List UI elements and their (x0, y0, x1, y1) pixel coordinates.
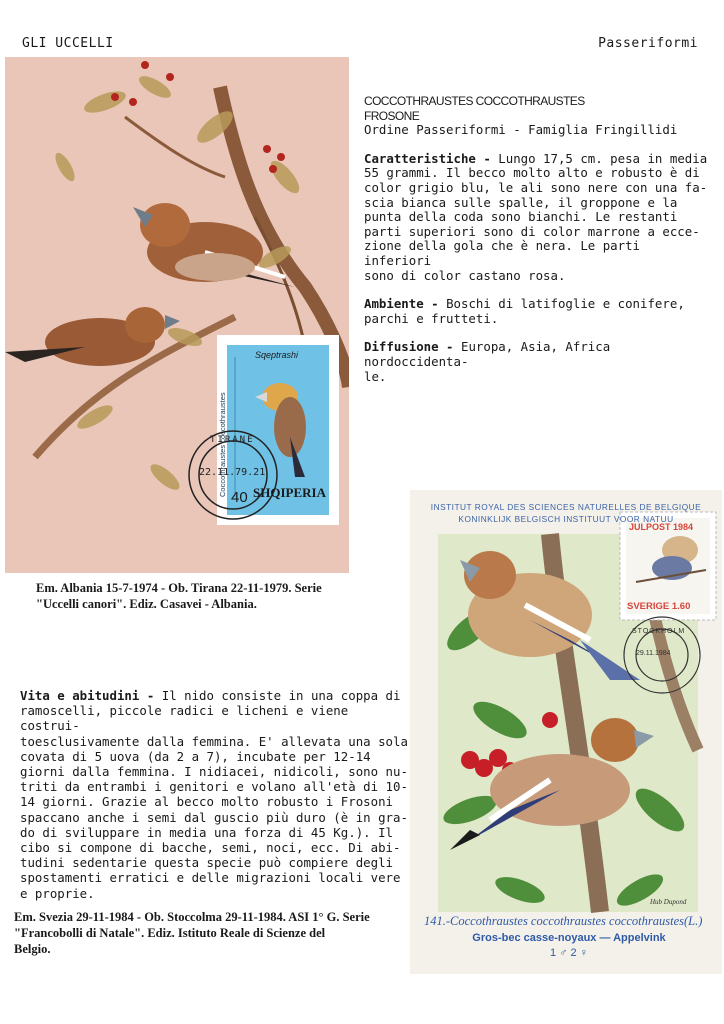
page-header-left: GLI UCCELLI (22, 36, 114, 51)
albania-maxicard (5, 57, 349, 573)
environment-line: parchi e frutteti. (364, 310, 499, 326)
card2-figure-numbers: 1 ♂ 2 ♀ (550, 947, 588, 959)
emission-line: Em. Svezia 29-11-1984 - Ob. Stoccolma 29-11-1984. ASI 1° G. Serie (14, 910, 370, 924)
emission-line: Belgio. (14, 942, 51, 956)
life-line-1: Vita e abitudini - Il nido consiste in una coppa di (20, 688, 401, 703)
stamp-latin: Coccothraustes coccothraustes (218, 392, 227, 497)
life-habits (20, 688, 410, 901)
emission-line: "Francobolli di Natale". Ediz. Istituto Reale di Scienze del (14, 926, 326, 940)
life-line: 14 giorni. Grazie al becco molto robusto i Frosoni (20, 794, 393, 810)
postmark-city: STOCKHOLM (632, 628, 686, 635)
environment-line-1: Ambiente - Boschi di latifoglie e conifere, (364, 296, 685, 312)
sweden-emission-note (14, 909, 409, 957)
distribution-line: le. (364, 368, 387, 384)
characteristics-line: color grigio blu, le ali sono nere con una fa- (364, 179, 708, 195)
card2-scientific-caption: 141.-Coccothraustes coccothraustes coccothraustes(L.) (424, 914, 703, 928)
characteristics-line: parti superiori sono di color marrone a ecce- (364, 223, 700, 239)
life-line: tudini sedentarie questa specie può compiere degli (20, 855, 393, 871)
stamp-sverige: SVERIGE 1.60 (627, 601, 691, 612)
life-line: e proprie. (20, 885, 95, 901)
life-line: spaccano anche i semi dal guscio più duro (è in gra- (20, 809, 408, 825)
institute-header-fr: INSTITUT ROYAL DES SCIENCES NATURELLES DE BELGIQUE (430, 502, 702, 512)
characteristics-line: scia bianca sulle spalle, il groppone e la (364, 194, 678, 210)
species-description (364, 94, 714, 384)
emission-line: "Uccelli canori". Ediz. Casavei - Albania. (36, 597, 257, 611)
stamp-julpost: JULPOST 1984 (629, 522, 694, 532)
artist-signature: Hub Dupond (650, 898, 687, 906)
institute-header-nl: KONINKLIJK BELGISCH INSTITUUT VOOR NATUU (458, 514, 674, 524)
sweden-maxicard (410, 490, 722, 974)
life-line: toesclusivamente dalla femmina. E' allevata una sola (20, 733, 408, 749)
life-line: do di sviluppare in media una forza di 45 Kg.). Il (20, 824, 393, 840)
stamp-bird-name: Sqeptrashi (255, 350, 299, 360)
life-line: cibo si compone di bacche, semi, noci, ecc. Di abi- (20, 840, 401, 856)
card2-common-names: Gros-bec casse-noyaux — Appelvink (472, 932, 666, 944)
life-line: giorni dalla femmina. I nidiacei, nidicoli, sono nu- (20, 764, 408, 780)
emission-line: Em. Albania 15-7-1974 - Ob. Tirana 22-11-1979. Serie (36, 581, 322, 595)
characteristics-line: sono di color castano rosa. (364, 267, 566, 283)
distribution-line-1: Diffusione - Europa, Asia, Africa nordoccidenta- (364, 339, 611, 369)
characteristics-line: zione della gola che è nera. Le parti inferiori (364, 238, 641, 268)
stamp-country: SHQIPERIA (253, 485, 326, 500)
life-line: triti da entrambi i genitori e volano all'età di 10- (20, 779, 408, 795)
characteristics-line: punta della coda sono bianchi. Le restanti (364, 209, 678, 225)
postmark-city: TIRANE (210, 435, 255, 445)
life-line: covata di 5 uova (da 2 a 7), incubate per 12-14 (20, 748, 371, 764)
postmark-date: 29.11.1984 (636, 650, 671, 657)
species-classification: Ordine Passeriformi - Famiglia Fringillidi (364, 122, 678, 138)
albania-emission-note (36, 580, 356, 612)
species-common-name: FROSONE (364, 108, 420, 123)
postmark-date: 22.11.79.21 (199, 467, 266, 478)
stamp-value: 40 (231, 489, 248, 506)
life-line: ramoscelli, piccole radici e licheni e viene costrui- (20, 703, 349, 734)
life-line: spostamenti erratici e delle migrazioni locali vere (20, 870, 401, 886)
species-scientific-name: COCCOTHRAUSTES COCCOTHRAUSTES (364, 94, 585, 108)
characteristics-line-1: Caratteristiche - Lungo 17,5 cm. pesa in media (364, 150, 708, 166)
characteristics-line: 55 grammi. Il becco molto alto e robusto è di (364, 165, 700, 181)
page-header-right: Passeriformi (598, 36, 698, 51)
